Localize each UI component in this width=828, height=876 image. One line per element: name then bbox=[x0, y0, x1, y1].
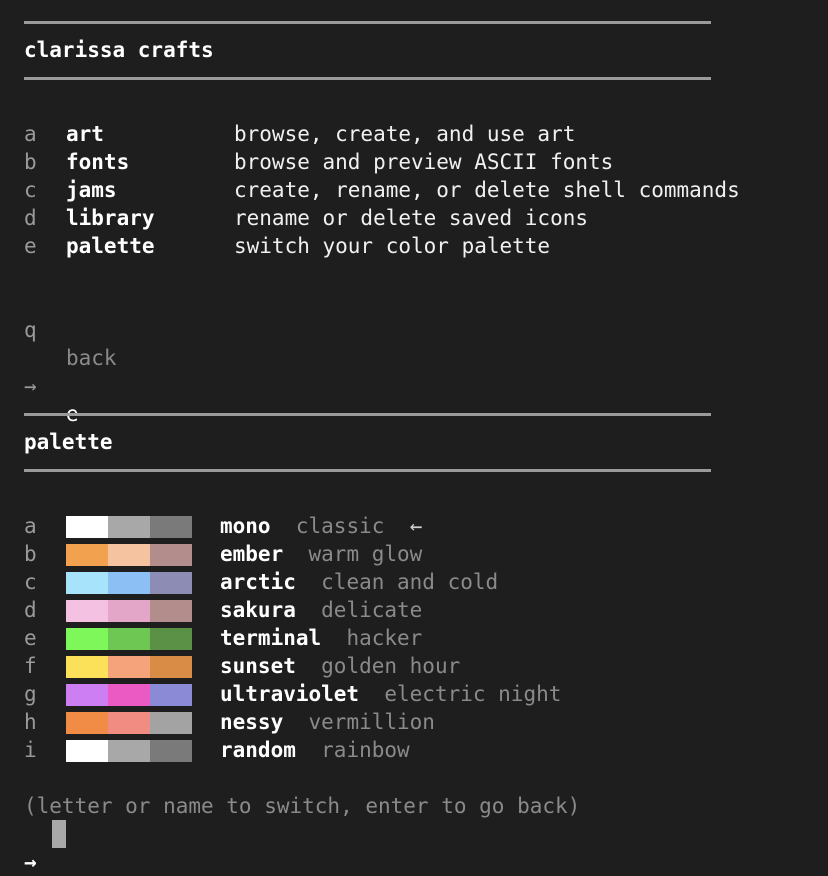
palette-desc-spacer bbox=[359, 682, 384, 706]
menu-item-jams[interactable] bbox=[0, 176, 828, 204]
palette-desc: delicate bbox=[321, 598, 423, 622]
palette-item-nessy[interactable] bbox=[0, 708, 828, 736]
page-title: clarissa crafts bbox=[24, 38, 214, 62]
palette-name-text: nessy bbox=[220, 710, 284, 734]
palette-desc: vermillion bbox=[308, 710, 435, 734]
palette-name bbox=[220, 596, 422, 624]
input-prompt[interactable] bbox=[0, 820, 828, 874]
title-rule bbox=[24, 77, 711, 80]
palette-name-text: arctic bbox=[220, 570, 296, 594]
menu-item-desc: rename or delete saved icons bbox=[234, 206, 589, 230]
palette-key: b bbox=[24, 542, 37, 566]
palette-name bbox=[220, 680, 561, 708]
swatch-color bbox=[150, 544, 192, 566]
menu-item-key: b bbox=[24, 150, 37, 174]
swatch-color bbox=[66, 628, 108, 650]
menu-item-name: palette bbox=[66, 234, 155, 258]
swatch-color bbox=[150, 600, 192, 622]
text-cursor bbox=[52, 820, 66, 848]
menu-item-desc: browse and preview ASCII fonts bbox=[234, 150, 614, 174]
palette-swatch bbox=[66, 684, 192, 706]
selected-arrow-icon: ← bbox=[409, 514, 423, 538]
palette-swatch bbox=[66, 656, 192, 678]
palette-desc-spacer bbox=[321, 626, 346, 650]
palette-desc: warm glow bbox=[308, 542, 423, 566]
swatch-color bbox=[108, 516, 150, 538]
swatch-color bbox=[108, 684, 150, 706]
palette-key: f bbox=[24, 654, 37, 678]
palette-key: c bbox=[24, 570, 37, 594]
swatch-color bbox=[150, 572, 192, 594]
palette-key: i bbox=[24, 738, 37, 762]
palette-name-text: terminal bbox=[220, 626, 322, 650]
palette-name bbox=[220, 708, 435, 736]
swatch-color bbox=[66, 516, 108, 538]
swatch-color bbox=[66, 740, 108, 762]
swatch-color bbox=[108, 656, 150, 678]
swatch-color bbox=[108, 712, 150, 734]
top-rule bbox=[24, 21, 711, 24]
swatch-color bbox=[66, 712, 108, 734]
menu-item-art[interactable] bbox=[0, 120, 828, 148]
section-title: palette bbox=[24, 430, 113, 454]
palette-desc: classic bbox=[295, 514, 385, 538]
swatch-color bbox=[66, 684, 108, 706]
palette-desc-spacer bbox=[271, 514, 296, 538]
palette-key: a bbox=[24, 514, 37, 538]
back-label: back bbox=[66, 346, 117, 370]
swatch-color bbox=[150, 712, 192, 734]
palette-name bbox=[220, 568, 498, 596]
menu-item-desc: browse, create, and use art bbox=[234, 122, 576, 146]
menu-item-library[interactable] bbox=[0, 204, 828, 232]
palette-item-arctic[interactable] bbox=[0, 568, 828, 596]
palette-item-terminal[interactable] bbox=[0, 624, 828, 652]
palette-name-text: ultraviolet bbox=[220, 682, 360, 706]
palette-key: e bbox=[24, 626, 37, 650]
palette-key: h bbox=[24, 710, 37, 734]
palette-item-mono[interactable] bbox=[0, 512, 828, 540]
palette-swatch bbox=[66, 572, 192, 594]
menu-item-name: jams bbox=[66, 178, 117, 202]
swatch-color bbox=[108, 740, 150, 762]
palette-name-text: random bbox=[220, 738, 296, 762]
palette-marker-spacer bbox=[384, 514, 409, 538]
swatch-color bbox=[108, 600, 150, 622]
palette-item-sakura[interactable] bbox=[0, 596, 828, 624]
menu-item-key: a bbox=[24, 122, 37, 146]
palette-name-text: ember bbox=[220, 542, 284, 566]
palette-name bbox=[220, 652, 460, 680]
palette-desc: electric night bbox=[384, 682, 562, 706]
swatch-color bbox=[150, 628, 192, 650]
palette-desc-spacer bbox=[283, 710, 308, 734]
palette-item-random[interactable] bbox=[0, 736, 828, 764]
prompt-arrow-icon: → bbox=[24, 374, 37, 398]
palette-desc: rainbow bbox=[321, 738, 410, 762]
prompt-arrow-icon: → bbox=[24, 850, 37, 874]
menu-item-desc: create, rename, or delete shell commands bbox=[234, 178, 740, 202]
back-option[interactable] bbox=[0, 288, 828, 370]
palette-name bbox=[220, 736, 410, 764]
palette-desc: hacker bbox=[346, 626, 423, 650]
menu-item-name: library bbox=[66, 206, 155, 230]
menu-item-key: c bbox=[24, 178, 37, 202]
swatch-color bbox=[66, 600, 108, 622]
palette-swatch bbox=[66, 628, 192, 650]
swatch-color bbox=[150, 516, 192, 538]
palette-name bbox=[220, 540, 422, 568]
palette-name-text: sunset bbox=[220, 654, 296, 678]
swatch-color bbox=[150, 740, 192, 762]
palette-desc-spacer bbox=[296, 738, 321, 762]
palette-desc-spacer bbox=[296, 598, 321, 622]
palette-key: g bbox=[24, 682, 37, 706]
menu-item-key: e bbox=[24, 234, 37, 258]
palette-desc: golden hour bbox=[321, 654, 461, 678]
palette-item-sunset[interactable] bbox=[0, 652, 828, 680]
palette-desc-spacer bbox=[283, 542, 308, 566]
palette-item-ember[interactable] bbox=[0, 540, 828, 568]
swatch-color bbox=[108, 572, 150, 594]
swatch-color bbox=[150, 656, 192, 678]
swatch-color bbox=[150, 684, 192, 706]
command-prompt bbox=[0, 344, 828, 398]
palette-swatch bbox=[66, 544, 192, 566]
palette-name-text: mono bbox=[220, 514, 271, 538]
palette-desc-spacer bbox=[296, 570, 321, 594]
swatch-color bbox=[108, 628, 150, 650]
hint-text: (letter or name to switch, enter to go back) bbox=[24, 794, 581, 818]
swatch-color bbox=[66, 572, 108, 594]
swatch-color bbox=[108, 544, 150, 566]
menu-item-name: art bbox=[66, 122, 104, 146]
section-rule-bottom bbox=[24, 469, 711, 472]
swatch-color bbox=[66, 656, 108, 678]
palette-swatch bbox=[66, 740, 192, 762]
menu-item-key: d bbox=[24, 206, 37, 230]
palette-name bbox=[220, 624, 422, 652]
palette-item-ultraviolet[interactable] bbox=[0, 680, 828, 708]
palette-desc: clean and cold bbox=[321, 570, 499, 594]
palette-desc-spacer bbox=[296, 654, 321, 678]
section-rule-top bbox=[24, 413, 711, 416]
menu-item-desc: switch your color palette bbox=[234, 234, 551, 258]
palette-swatch bbox=[66, 712, 192, 734]
menu-item-fonts[interactable] bbox=[0, 148, 828, 176]
palette-name bbox=[220, 512, 422, 540]
menu-item-palette[interactable] bbox=[0, 232, 828, 260]
menu-item-name: fonts bbox=[66, 150, 130, 174]
palette-swatch bbox=[66, 600, 192, 622]
palette-name-text: sakura bbox=[220, 598, 296, 622]
palette-key: d bbox=[24, 598, 37, 622]
palette-swatch bbox=[66, 516, 192, 538]
swatch-color bbox=[66, 544, 108, 566]
back-key: q bbox=[24, 318, 37, 342]
